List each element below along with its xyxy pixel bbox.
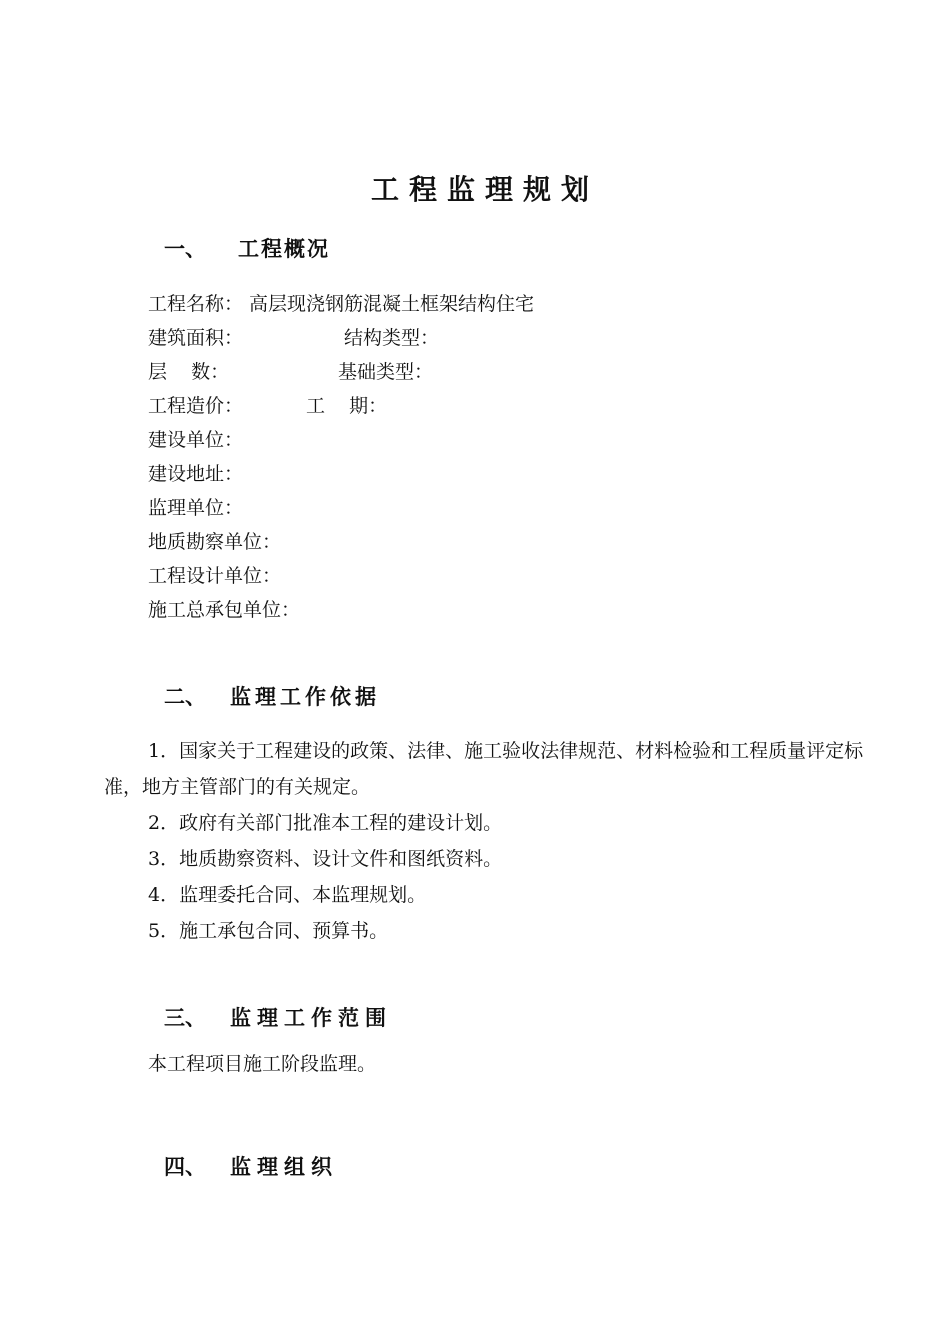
duration-label: 工 期：	[306, 395, 388, 417]
project-name-text: 工程名称： 高层现浇钢筋混凝土框架结构住宅	[148, 293, 535, 315]
design-unit-label: 工程设计单位：	[148, 565, 282, 587]
section-heading-organization	[164, 1152, 338, 1182]
supervision-unit-label: 监理单位：	[148, 497, 244, 519]
basis-list	[104, 733, 874, 949]
project-overview	[148, 287, 534, 627]
basis-item: 5．施工承包合同、预算书。	[148, 920, 389, 942]
section-title: 监理组织	[230, 1154, 338, 1179]
contractor-unit-label: 施工总承包单位：	[148, 599, 301, 621]
survey-unit-label: 地质勘察单位：	[148, 531, 282, 553]
section-heading-basis	[164, 682, 380, 712]
info-line-owner-unit	[148, 423, 534, 457]
basis-item: 3．地质勘察资料、设计文件和图纸资料。	[148, 848, 503, 870]
section-heading-scope	[164, 1003, 392, 1033]
structure-type-label: 结构类型：	[344, 327, 440, 349]
basis-item: 2．政府有关部门批准本工程的建设计划。	[148, 812, 503, 834]
section-number: 三、	[164, 1005, 206, 1030]
owner-address-label: 建设地址：	[148, 463, 244, 485]
basis-item: 4．监理委托合同、本监理规划。	[148, 884, 427, 906]
info-line-owner-address	[148, 457, 534, 491]
section-number: 一、	[164, 236, 206, 261]
scope-paragraph: 本工程项目施工阶段监理。	[148, 1053, 377, 1075]
section-title: 监理工作范围	[230, 1005, 392, 1030]
info-line-contractor-unit	[148, 593, 534, 627]
section-title: 监理工作依据	[230, 684, 380, 709]
info-line-survey-unit	[148, 525, 534, 559]
section-title: 工程概况	[238, 236, 330, 261]
info-line-floors-foundation	[148, 355, 534, 389]
basis-item: 1．国家关于工程建设的政策、法律、施工验收法律规范、材料检验和工程质量评定标准，地方主管部门的有关规定。	[104, 740, 864, 798]
info-line-design-unit	[148, 559, 534, 593]
section-heading-overview	[164, 234, 330, 264]
document-title: 工程监理规划	[370, 173, 599, 206]
project-cost-label: 工程造价：	[148, 395, 244, 417]
info-line-project-name	[148, 287, 534, 321]
info-line-supervision-unit	[148, 491, 534, 525]
info-line-area-structure	[148, 321, 534, 355]
owner-unit-label: 建设单位：	[148, 429, 244, 451]
floors-label: 层 数：	[148, 361, 230, 383]
section-number: 二、	[164, 684, 206, 709]
building-area-label: 建筑面积：	[148, 327, 244, 349]
info-line-cost-duration	[148, 389, 534, 423]
foundation-type-label: 基础类型：	[338, 361, 434, 383]
section-number: 四、	[164, 1154, 206, 1179]
